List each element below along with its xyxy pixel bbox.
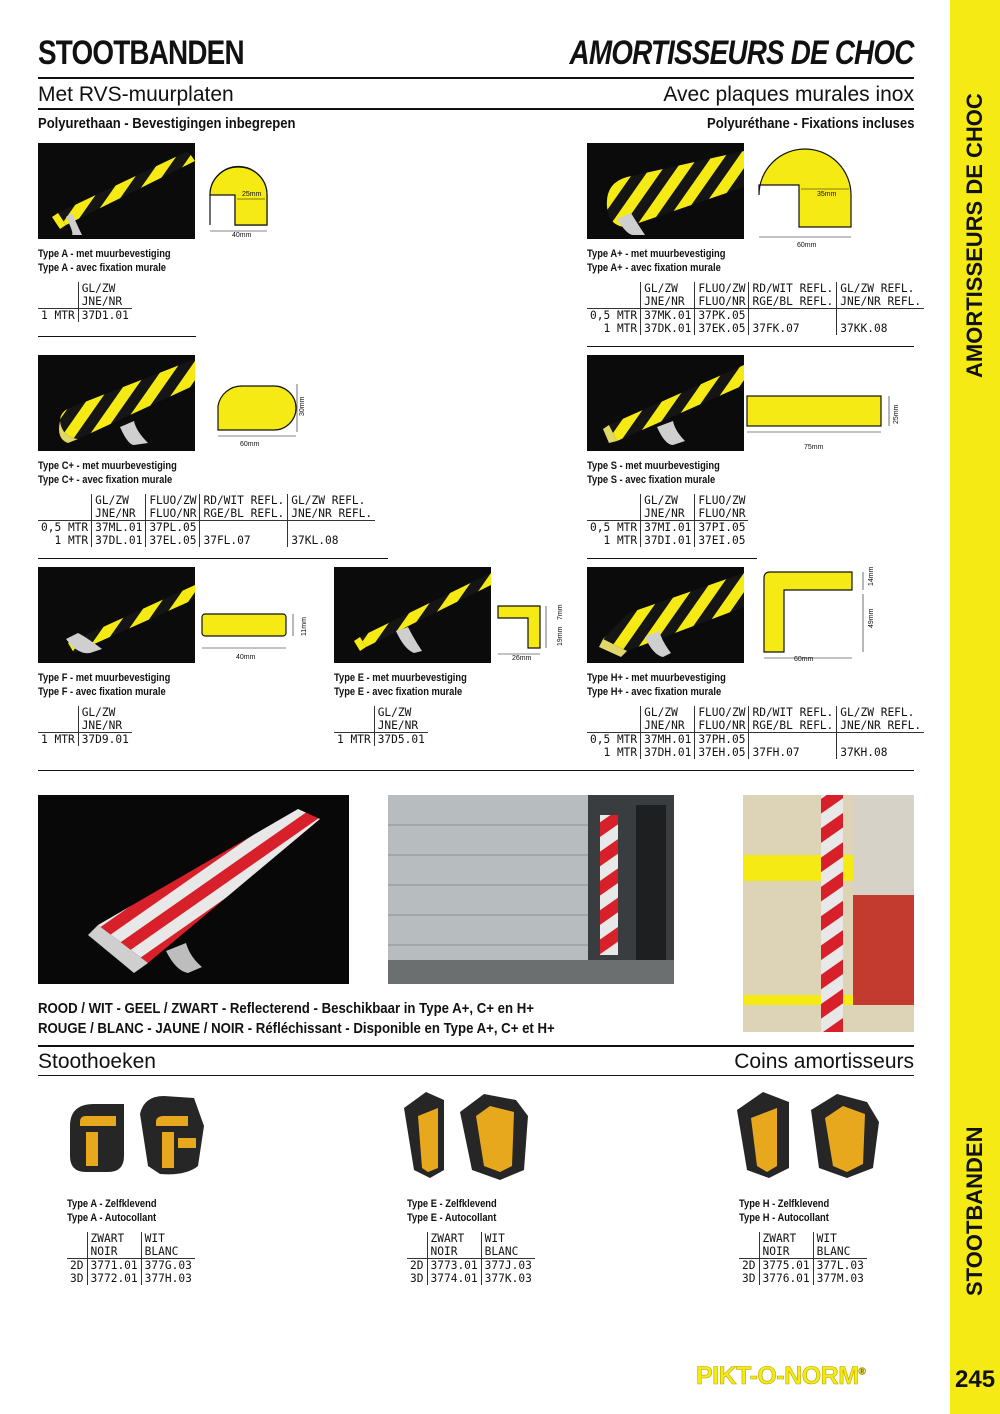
type-hplus-head: FLUO/ZW bbox=[698, 706, 746, 719]
type-e-label-fr: Type E - avec fixation murale bbox=[334, 686, 463, 698]
type-f-code-table bbox=[38, 706, 132, 746]
type-hplus-code bbox=[837, 733, 924, 747]
type-cplus-head: JNE/NR REFL. bbox=[291, 507, 373, 520]
type-cplus-head: GL/ZW REFL. bbox=[291, 494, 366, 507]
corner-code: 3776.01 bbox=[759, 1272, 813, 1285]
sidebar-top-text: AMORTISSEURS DE CHOC bbox=[962, 93, 987, 378]
type-e-row-length: 1 MTR bbox=[337, 733, 371, 746]
type-f-head: JNE/NR bbox=[81, 719, 123, 732]
type-f-label-nl: Type F - met muurbevestiging bbox=[38, 672, 171, 684]
brand-mark: ® bbox=[858, 1366, 866, 1378]
type-aplus-head: RD/WIT REFL. bbox=[752, 282, 834, 295]
type-aplus-code: 37PK.05 bbox=[695, 309, 749, 323]
type-hplus-dim-2: 49mm bbox=[868, 608, 875, 628]
brand-logo bbox=[696, 1362, 865, 1391]
type-cplus-dim-arrow bbox=[292, 384, 302, 432]
corner-head: ZWART bbox=[762, 1232, 797, 1245]
type-cplus-head: RD/WIT REFL. bbox=[203, 494, 285, 507]
type-f-code: 37D9.01 bbox=[78, 733, 132, 747]
type-a-photo bbox=[38, 143, 195, 239]
subtitle-fr: Avec plaques murales inox bbox=[663, 83, 914, 106]
type-aplus-photo bbox=[587, 143, 744, 239]
type-aplus-rule bbox=[587, 346, 914, 347]
corner-row-dim: 3D bbox=[742, 1272, 756, 1285]
products-rule bbox=[38, 770, 914, 771]
subtitle-rule bbox=[38, 108, 914, 110]
type-f-row-length: 1 MTR bbox=[41, 733, 75, 746]
type-s-code: 37DI.01 bbox=[641, 534, 695, 547]
type-e-label-nl: Type E - met muurbevestiging bbox=[334, 672, 467, 684]
type-hplus-dim-arrow bbox=[858, 568, 868, 660]
type-cplus-dim-2: 60mm bbox=[240, 441, 260, 448]
type-hplus-row-length: 0,5 MTR bbox=[590, 733, 638, 746]
corner-code: 3774.01 bbox=[427, 1272, 481, 1285]
type-aplus-code: 37KK.08 bbox=[837, 322, 924, 335]
type-e-dim-2: 19mm bbox=[557, 626, 564, 646]
type-cplus-head: GL/ZW bbox=[95, 494, 129, 507]
type-hplus-label-fr: Type H+ - avec fixation murale bbox=[587, 686, 722, 698]
header-rule bbox=[38, 77, 914, 79]
type-cplus-dim-1: 30mm bbox=[299, 396, 306, 416]
type-cplus-profile-drawing bbox=[208, 382, 300, 438]
type-f-dim-2: 40mm bbox=[236, 654, 256, 661]
type-s-code: 37PI.05 bbox=[695, 521, 749, 535]
page-title-fr: AMORTISSEURS DE CHOC bbox=[569, 34, 914, 72]
type-cplus-code bbox=[200, 521, 288, 535]
type-aplus-code: 37FK.07 bbox=[749, 322, 837, 335]
corner-row-dim: 2D bbox=[70, 1259, 84, 1272]
type-e-dim-3: 26mm bbox=[512, 655, 532, 662]
type-s-dim-1: 25mm bbox=[893, 404, 900, 424]
type-cplus-label-nl: Type C+ - met muurbevestiging bbox=[38, 460, 177, 472]
type-a-dim-2: 40mm bbox=[232, 232, 252, 239]
type-a-code-table bbox=[38, 282, 132, 322]
type-s-row-length: 1 MTR bbox=[603, 534, 638, 547]
corner-head: WIT bbox=[484, 1232, 505, 1245]
corner-head: NOIR bbox=[90, 1245, 118, 1258]
material-nl: Polyurethaan - Bevestigingen inbegrepen bbox=[38, 116, 296, 132]
type-s-head: JNE/NR bbox=[644, 507, 685, 520]
type-aplus-head: RGE/BL REFL. bbox=[752, 295, 834, 308]
type-hplus-row-length: 1 MTR bbox=[603, 746, 638, 759]
corner-code: 377J.03 bbox=[481, 1259, 535, 1273]
type-s-head: FLUO/ZW bbox=[698, 494, 746, 507]
corner-code-table bbox=[407, 1232, 535, 1285]
type-cplus-photo bbox=[38, 355, 195, 451]
corners-subrule bbox=[38, 1075, 914, 1076]
type-aplus-dim-2: 60mm bbox=[797, 242, 817, 249]
type-hplus-code: 37DH.01 bbox=[641, 746, 695, 759]
type-e-profile-drawing bbox=[494, 598, 556, 658]
garage-door-photo bbox=[388, 795, 674, 984]
type-aplus-label-nl: Type A+ - met muurbevestiging bbox=[587, 248, 726, 260]
type-s-row-length: 0,5 MTR bbox=[590, 521, 638, 534]
type-hplus-head: RGE/BL REFL. bbox=[752, 719, 834, 732]
type-hplus-head: FLUO/NR bbox=[698, 719, 746, 732]
corner-a-photo bbox=[64, 1086, 214, 1178]
type-aplus-code bbox=[837, 309, 924, 323]
sidebar bbox=[950, 0, 1000, 1414]
type-aplus-code bbox=[749, 309, 837, 323]
corner-code: 3775.01 bbox=[759, 1259, 813, 1273]
type-e-photo bbox=[334, 567, 491, 663]
type-cplus-code: 37ML.01 bbox=[92, 521, 146, 535]
type-hplus-code-table bbox=[587, 706, 924, 759]
type-aplus-code: 37MK.01 bbox=[641, 309, 695, 323]
type-aplus-profile-drawing bbox=[755, 145, 855, 245]
brand-name: PIKT-O-NORM bbox=[696, 1362, 859, 1390]
type-aplus-code: 37DK.01 bbox=[641, 322, 695, 335]
type-s-profile-drawing bbox=[745, 392, 895, 434]
type-hplus-head: JNE/NR REFL. bbox=[840, 719, 922, 732]
type-aplus-label-fr: Type A+ - avec fixation murale bbox=[587, 262, 721, 274]
corner-code: 377G.03 bbox=[141, 1259, 195, 1273]
type-hplus-code bbox=[749, 733, 837, 747]
corners-rule bbox=[38, 1045, 914, 1047]
type-cplus-code: 37EL.05 bbox=[146, 534, 200, 547]
corner-h-photo bbox=[733, 1086, 883, 1180]
type-e-head: JNE/NR bbox=[377, 719, 419, 732]
reflective-line-nl: ROOD / WIT - GEEL / ZWART - Reflecterend - Beschikbaar in Type A+, C+ en H+ bbox=[38, 1000, 534, 1017]
corner-code: 377K.03 bbox=[481, 1272, 535, 1285]
type-cplus-code: 37PL.05 bbox=[146, 521, 200, 535]
type-e-head: GL/ZW bbox=[377, 706, 412, 719]
type-a-code: 37D1.01 bbox=[78, 309, 132, 323]
type-s-rule bbox=[587, 558, 757, 559]
corner-code: 377M.03 bbox=[813, 1272, 867, 1285]
type-cplus-row-length: 1 MTR bbox=[54, 534, 89, 547]
corner-code-table bbox=[67, 1232, 195, 1285]
corners-title-fr: Coins amortisseurs bbox=[734, 1050, 914, 1073]
type-f-head: GL/ZW bbox=[81, 706, 116, 719]
type-cplus-head: FLUO/ZW bbox=[149, 494, 197, 507]
type-f-label-fr: Type F - avec fixation murale bbox=[38, 686, 166, 698]
type-cplus-row-length: 0,5 MTR bbox=[41, 521, 89, 534]
sidebar-bottom-text: STOOTBANDEN bbox=[962, 1126, 987, 1296]
corner-head: BLANC bbox=[144, 1245, 179, 1258]
type-a-row-length: 1 MTR bbox=[41, 309, 75, 322]
corners-title-nl: Stoothoeken bbox=[38, 1050, 156, 1073]
type-cplus-head: RGE/BL REFL. bbox=[203, 507, 285, 520]
type-s-code: 37MI.01 bbox=[641, 521, 695, 535]
type-f-dim-1: 11mm bbox=[301, 617, 308, 636]
corner-row-dim: 3D bbox=[70, 1272, 84, 1285]
type-f-photo bbox=[38, 567, 195, 663]
corner-head: ZWART bbox=[90, 1232, 125, 1245]
corner-head: WIT bbox=[816, 1232, 837, 1245]
type-cplus-rule bbox=[38, 558, 388, 559]
reflective-line-fr: ROUGE / BLANC - JAUNE / NOIR - Réfléchissant - Disponible en Type A+, C+ et H+ bbox=[38, 1020, 555, 1037]
type-aplus-row-length: 1 MTR bbox=[603, 322, 638, 335]
type-hplus-photo bbox=[587, 567, 744, 663]
type-a-label-fr: Type A - avec fixation murale bbox=[38, 262, 167, 274]
corner-row-dim: 2D bbox=[742, 1259, 756, 1272]
type-aplus-head: GL/ZW REFL. bbox=[840, 282, 915, 295]
corner-e-photo bbox=[400, 1086, 536, 1180]
type-e-code: 37D5.01 bbox=[374, 733, 428, 747]
corner-head: BLANC bbox=[816, 1245, 851, 1258]
type-s-label-fr: Type S - avec fixation murale bbox=[587, 474, 716, 486]
corner-head: BLANC bbox=[484, 1245, 519, 1258]
type-hplus-dim-3: 60mm bbox=[794, 656, 814, 663]
corner-label-fr: Type A - Autocollant bbox=[67, 1212, 157, 1224]
type-aplus-code: 37EK.05 bbox=[695, 322, 749, 335]
corner-label-nl: Type A - Zelfklevend bbox=[67, 1198, 157, 1210]
type-a-label-nl: Type A - met muurbevestiging bbox=[38, 248, 171, 260]
corner-code: 377H.03 bbox=[141, 1272, 195, 1285]
material-fr: Polyuréthane - Fixations incluses bbox=[706, 116, 914, 132]
type-hplus-head: GL/ZW REFL. bbox=[840, 706, 915, 719]
type-hplus-code: 37KH.08 bbox=[837, 746, 924, 759]
subtitle-nl: Met RVS-muurplaten bbox=[38, 83, 234, 106]
type-cplus-code: 37DL.01 bbox=[92, 534, 146, 547]
type-cplus-code: 37KL.08 bbox=[288, 534, 375, 547]
type-aplus-code-table bbox=[587, 282, 924, 335]
corner-label-nl: Type E - Zelfklevend bbox=[407, 1198, 497, 1210]
type-s-dim-2: 75mm bbox=[804, 444, 824, 451]
type-hplus-code: 37PH.05 bbox=[695, 733, 749, 747]
type-aplus-head: JNE/NR REFL. bbox=[840, 295, 922, 308]
type-aplus-dim-1: 35mm bbox=[817, 191, 837, 198]
corner-head: NOIR bbox=[430, 1245, 458, 1258]
type-s-head: FLUO/NR bbox=[698, 507, 746, 520]
type-s-code: 37EI.05 bbox=[695, 534, 749, 547]
type-hplus-code: 37FH.07 bbox=[749, 746, 837, 759]
corner-head: NOIR bbox=[762, 1245, 790, 1258]
type-s-photo bbox=[587, 355, 744, 451]
page-number: 245 bbox=[955, 1366, 996, 1393]
type-a-rule bbox=[38, 336, 196, 337]
corner-code: 3771.01 bbox=[87, 1259, 141, 1273]
type-a-dim-1: 25mm bbox=[242, 191, 262, 198]
type-hplus-code: 37EH.05 bbox=[695, 746, 749, 759]
type-aplus-head: FLUO/NR bbox=[698, 295, 746, 308]
type-hplus-profile-drawing bbox=[760, 568, 860, 660]
type-aplus-row-length: 0,5 MTR bbox=[590, 309, 638, 322]
type-e-code-table bbox=[334, 706, 428, 746]
type-f-profile-drawing bbox=[198, 608, 298, 654]
type-cplus-head: JNE/NR bbox=[95, 507, 136, 520]
warehouse-corner-photo bbox=[743, 795, 914, 1032]
corner-label-fr: Type H - Autocollant bbox=[739, 1212, 829, 1224]
type-cplus-label-fr: Type C+ - avec fixation murale bbox=[38, 474, 173, 486]
type-hplus-code: 37MH.01 bbox=[641, 733, 695, 747]
type-cplus-code: 37FL.07 bbox=[200, 534, 288, 547]
type-aplus-head: FLUO/ZW bbox=[698, 282, 746, 295]
corner-label-fr: Type E - Autocollant bbox=[407, 1212, 497, 1224]
type-cplus-head: FLUO/NR bbox=[149, 507, 197, 520]
type-hplus-label-nl: Type H+ - met muurbevestiging bbox=[587, 672, 726, 684]
corner-row-dim: 2D bbox=[410, 1259, 424, 1272]
corner-label-nl: Type H - Zelfklevend bbox=[739, 1198, 830, 1210]
type-a-head-1b: JNE/NR bbox=[81, 295, 123, 308]
type-s-head: GL/ZW bbox=[644, 494, 678, 507]
type-a-profile-drawing bbox=[205, 165, 275, 237]
type-hplus-head: GL/ZW bbox=[644, 706, 678, 719]
type-s-label-nl: Type S - met muurbevestiging bbox=[587, 460, 720, 472]
type-hplus-head: RD/WIT REFL. bbox=[752, 706, 834, 719]
type-aplus-head: GL/ZW bbox=[644, 282, 678, 295]
type-cplus-code bbox=[288, 521, 375, 535]
corner-row-dim: 3D bbox=[410, 1272, 424, 1285]
page-title-nl: STOOTBANDEN bbox=[38, 34, 244, 72]
corner-code: 377L.03 bbox=[813, 1259, 867, 1273]
corner-code: 3773.01 bbox=[427, 1259, 481, 1273]
type-aplus-head: JNE/NR bbox=[644, 295, 685, 308]
corner-head: WIT bbox=[144, 1232, 165, 1245]
corner-code: 3772.01 bbox=[87, 1272, 141, 1285]
type-e-dim-1: 7mm bbox=[557, 604, 564, 620]
type-cplus-code-table bbox=[38, 494, 375, 547]
type-hplus-dim-1: 14mm bbox=[868, 566, 875, 586]
corner-code-table bbox=[739, 1232, 867, 1285]
reflective-profile-photo bbox=[38, 795, 349, 984]
corner-head: ZWART bbox=[430, 1232, 465, 1245]
type-a-head-1a: GL/ZW bbox=[81, 282, 116, 295]
type-hplus-head: JNE/NR bbox=[644, 719, 685, 732]
type-s-code-table bbox=[587, 494, 748, 547]
